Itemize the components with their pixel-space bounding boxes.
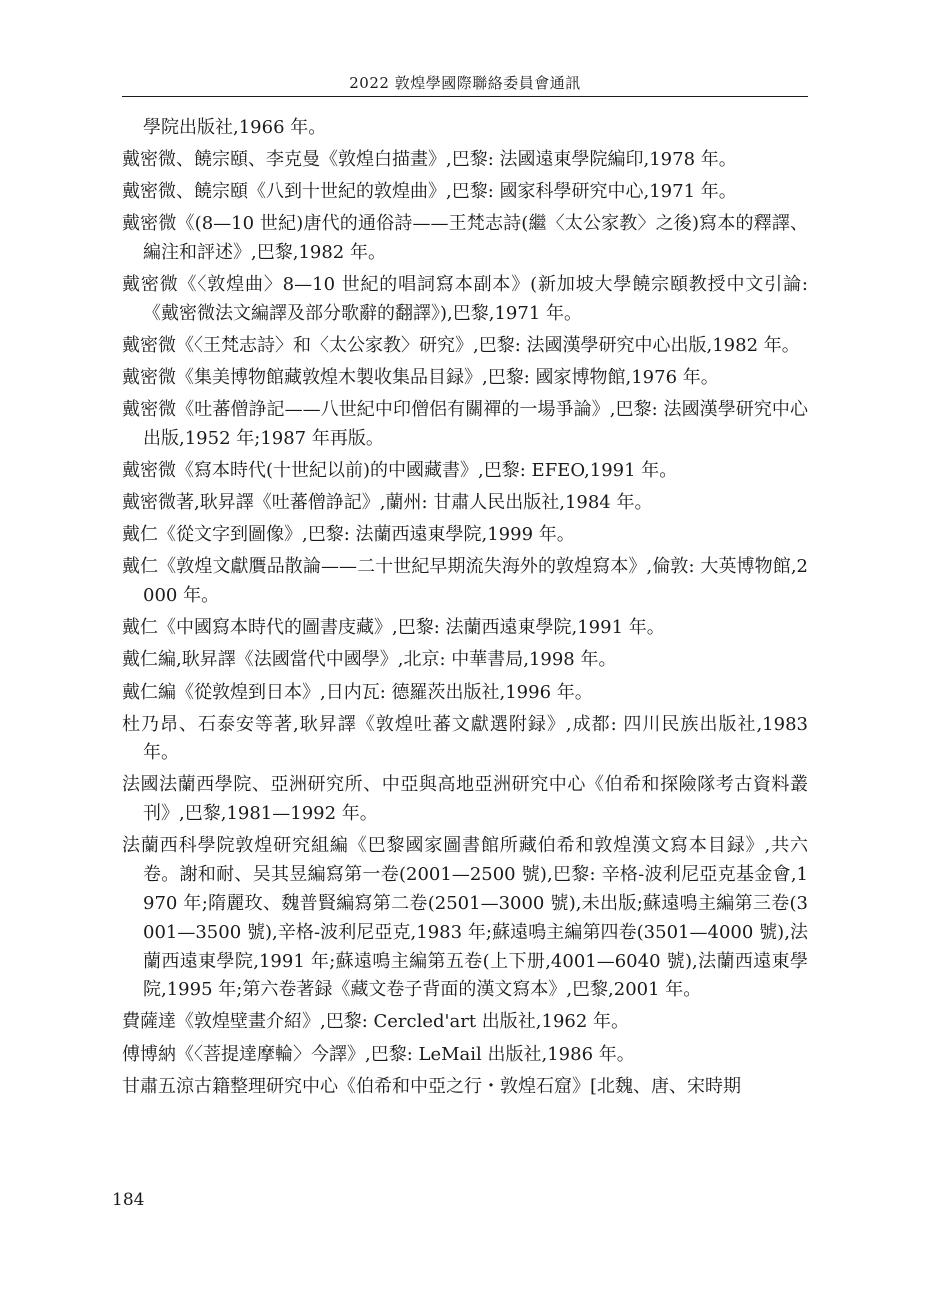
bibliography-entry: 戴仁《中國寫本時代的圖書庋藏》,巴黎: 法蘭西遠東學院,1991 年。 bbox=[122, 617, 665, 639]
bibliography-entry: 戴密微《寫本時代(十世紀以前)的中國藏書》,巴黎: EFEO,1991 年。 bbox=[122, 460, 678, 482]
bibliography-entry: 戴仁編,耿昇譯《法國當代中國學》,北京: 中華書局,1998 年。 bbox=[122, 649, 617, 671]
bibliography-entry: 傅博納《〈菩提達摩輪〉今譯》,巴黎: LeMail 出版社,1986 年。 bbox=[122, 1043, 635, 1065]
bibliography-entry: 戴密微《集美博物館藏敦煌木製收集品目録》,巴黎: 國家博物館,1976 年。 bbox=[122, 367, 719, 389]
bibliography-entry: 戴密微、饒宗頤《八到十世紀的敦煌曲》,巴黎: 國家科學研究中心,1971 年。 bbox=[122, 181, 737, 203]
bibliography-entry: 費薩達《敦煌壁畫介紹》,巴黎: Cercled'art 出版社,1962 年。 bbox=[122, 1011, 630, 1033]
bibliography-entry: 戴仁編《從敦煌到日本》,日内瓦: 德羅茨出版社,1996 年。 bbox=[122, 681, 593, 703]
bibliography-entry: 學院出版社,1966 年。 bbox=[143, 117, 327, 138]
bibliography-entry: 戴密微《〈敦煌曲〉8—10 世紀的唱詞寫本副本》(新加坡大學饒宗頤教授中文引論:《戴密微法文編譯及部分歌辭的翻譯》),巴黎,1971 年。 bbox=[122, 274, 808, 324]
bibliography-list bbox=[122, 114, 808, 1105]
bibliography-entry: 法蘭西科學院敦煌研究組編《巴黎國家圖書館所藏伯希和敦煌漢文寫本目録》,共六卷。謝和耐、吴其昱編寫第一卷(2001—2500 號),巴黎: 辛格-波利尼亞克基金會,1970 年;隋麗玫、魏普賢編寫第二卷(2501—3000 號),未出版;蘇遠鳴主編第三卷(3001—3500 號),辛格-波利尼亞克,1983 年;蘇遠鳴主編第四卷(3501—4000 號),法蘭西遠東學院,1991 年;蘇遠鳴主編第五卷(上下册,4001—6040 號),法蘭西遠東學院,1995 年;第六卷著録《藏文卷子背面的漢文寫本》,巴黎,2001 年。 bbox=[122, 835, 808, 1001]
page-number: 184 bbox=[112, 1190, 145, 1210]
bibliography-entry: 甘肅五涼古籍整理研究中心《伯希和中亞之行・敦煌石窟》[北魏、唐、宋時期 bbox=[122, 1075, 742, 1097]
bibliography-entry: 杜乃昂、石泰安等著,耿昇譯《敦煌吐蕃文獻選附録》,成都: 四川民族出版社,1983 年。 bbox=[122, 713, 808, 764]
bibliography-entry: 戴密微《(8—10 世紀)唐代的通俗詩——王梵志詩(繼〈太公家教〉之後)寫本的釋譯、編注和評述》,巴黎,1982 年。 bbox=[122, 213, 808, 264]
bibliography-entry: 戴密微著,耿昇譯《吐蕃僧諍記》,蘭州: 甘肅人民出版社,1984 年。 bbox=[122, 492, 653, 514]
bibliography-entry: 法國法蘭西學院、亞洲研究所、中亞與高地亞洲研究中心《伯希和探險隊考古資料叢刊》,巴黎,1981—1992 年。 bbox=[122, 774, 808, 825]
bibliography-entry: 戴密微《吐蕃僧諍記——八世紀中印僧侶有關禪的一場爭論》,巴黎: 法國漢學研究中心出版,1952 年;1987 年再版。 bbox=[122, 399, 808, 450]
header-divider bbox=[122, 96, 808, 97]
running-header: 2022 敦煌學國際聯絡委員會通訊 bbox=[349, 74, 581, 92]
bibliography-entry: 戴密微《〈王梵志詩〉和〈太公家教〉研究》,巴黎: 法國漢學研究中心出版,1982 年。 bbox=[122, 335, 800, 357]
bibliography-entry: 戴仁《從文字到圖像》,巴黎: 法蘭西遠東學院,1999 年。 bbox=[122, 524, 575, 546]
bibliography-entry: 戴仁《敦煌文獻贋品散論——二十世紀早期流失海外的敦煌寫本》,倫敦: 大英博物館,2000 年。 bbox=[122, 556, 808, 607]
bibliography-entry: 戴密微、饒宗頤、李克曼《敦煌白描畫》,巴黎: 法國遠東學院編印,1978 年。 bbox=[122, 149, 737, 171]
